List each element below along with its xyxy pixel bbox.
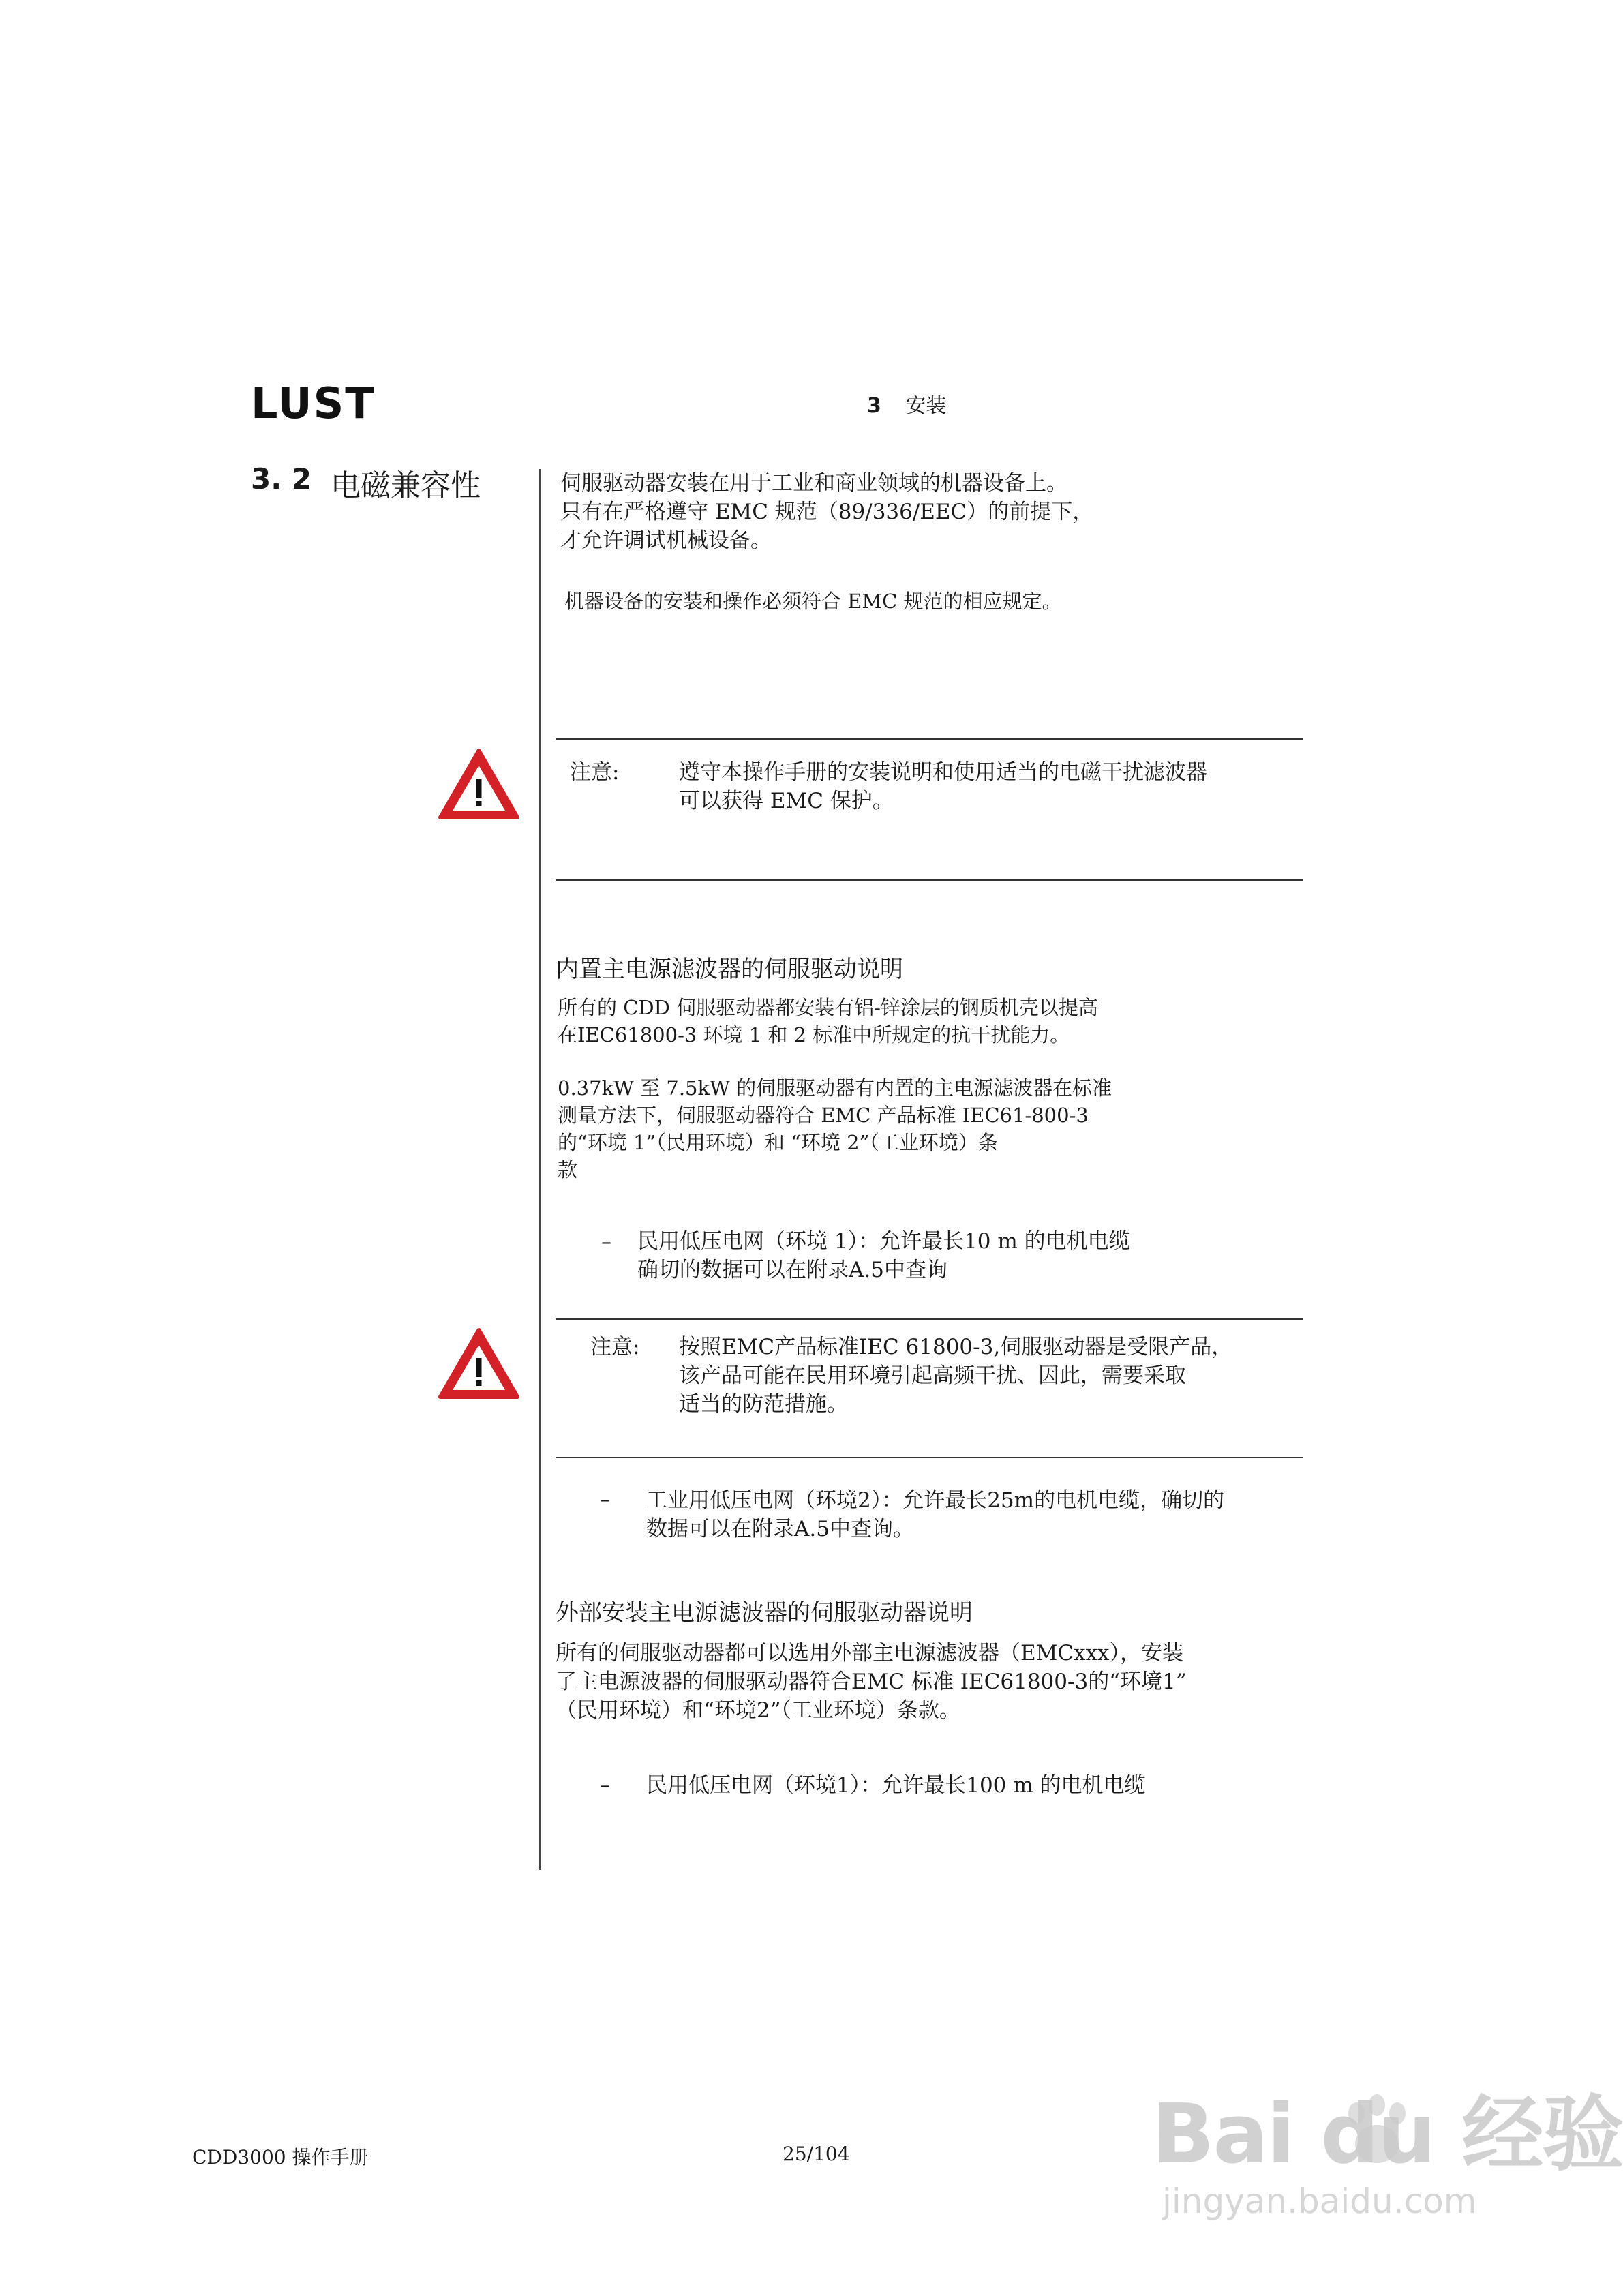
intro-note: 机器设备的安装和操作必须符合 EMC 规范的相应规定。 bbox=[564, 590, 1062, 613]
builtin-paragraph-2: 0.37kW 至 7.5kW 的伺服驱动器有内置的主电源滤波器在标准 测量方法下，伺服驱动器符合 EMC 产品标准 IEC61-800-3 的“环境 1”（民用环境）和 “环境 2”（工业环境）条 款 bbox=[558, 1076, 1112, 1181]
bullet-env2: 工业用低压电网（环境2）：允许最长25m的电机电缆，确切的 数据可以在附录A.5中查询。 bbox=[646, 1488, 1225, 1541]
note-text: 遵守本操作手册的安装说明和使用适当的电磁干扰滤波器 可以获得 EMC 保护。 bbox=[679, 760, 1207, 813]
brand-logo: LUST bbox=[251, 378, 376, 428]
builtin-filter-heading: 内置主电源滤波器的伺服驱动说明 bbox=[556, 956, 903, 983]
note-text: 按照EMC产品标准IEC 61800-3,伺服驱动器是受限产品， 该产品可能在民用环境引起高频干扰、因此，需要采取 适当的防范措施。 bbox=[679, 1335, 1233, 1417]
bullet-env1: 民用低压电网（环境 1）：允许最长10 m 的电机电缆 确切的数据可以在附录A.5中查询 bbox=[637, 1229, 1130, 1282]
footer-manual-title: CDD3000 操作手册 bbox=[192, 2146, 369, 2169]
watermark-url: jingyan.baidu.com bbox=[1162, 2181, 1477, 2221]
margin-divider bbox=[539, 469, 541, 1870]
section-number: 3. 2 bbox=[251, 462, 312, 496]
note-bottom-rule bbox=[556, 1457, 1303, 1458]
bullet-dash: – bbox=[600, 1774, 610, 1798]
note-top-rule bbox=[556, 738, 1303, 740]
note-top-rule bbox=[556, 1318, 1303, 1320]
page-number: 25/104 bbox=[783, 2143, 850, 2165]
builtin-paragraph-1: 所有的 CDD 伺服驱动器都安装有铝-锌涂层的钢质机壳以提高 在IEC61800-3 环境 1 和 2 标准中所规定的抗干扰能力。 bbox=[558, 996, 1098, 1046]
note-bottom-rule bbox=[556, 879, 1303, 881]
intro-paragraph: 伺服驱动器安装在用于工业和商业领域的机器设备上。 只有在严格遵守 EMC 规范（89/336/EEC）的前提下， 才允许调试机械设备。 bbox=[560, 471, 1094, 553]
bullet-dash: – bbox=[601, 1230, 611, 1254]
bullet-external-env1: 民用低压电网（环境1）：允许最长100 m 的电机电缆 bbox=[646, 1773, 1146, 1798]
external-paragraph: 所有的伺服驱动器都可以选用外部主电源滤波器（EMCxxx），安装 了主电源波器的伺服驱动器符合EMC 标准 IEC61800-3的“环境1” （民用环境）和“环境2”（工业环境）条款。 bbox=[556, 1641, 1187, 1723]
warning-triangle-icon bbox=[436, 746, 521, 823]
chapter-header bbox=[867, 389, 946, 419]
warning-triangle-icon bbox=[436, 1326, 521, 1402]
note-label: 注意: bbox=[590, 1335, 640, 1359]
external-filter-heading: 外部安装主电源滤波器的伺服驱动器说明 bbox=[556, 1599, 973, 1627]
section-title: 电磁兼容性 bbox=[331, 468, 481, 503]
chapter-title: 安装 bbox=[905, 394, 947, 418]
watermark-brand: Bai du 经验 bbox=[1152, 2087, 1623, 2182]
note-label: 注意: bbox=[570, 760, 620, 785]
bullet-dash: – bbox=[600, 1488, 610, 1512]
chapter-number: 3 bbox=[867, 394, 881, 418]
